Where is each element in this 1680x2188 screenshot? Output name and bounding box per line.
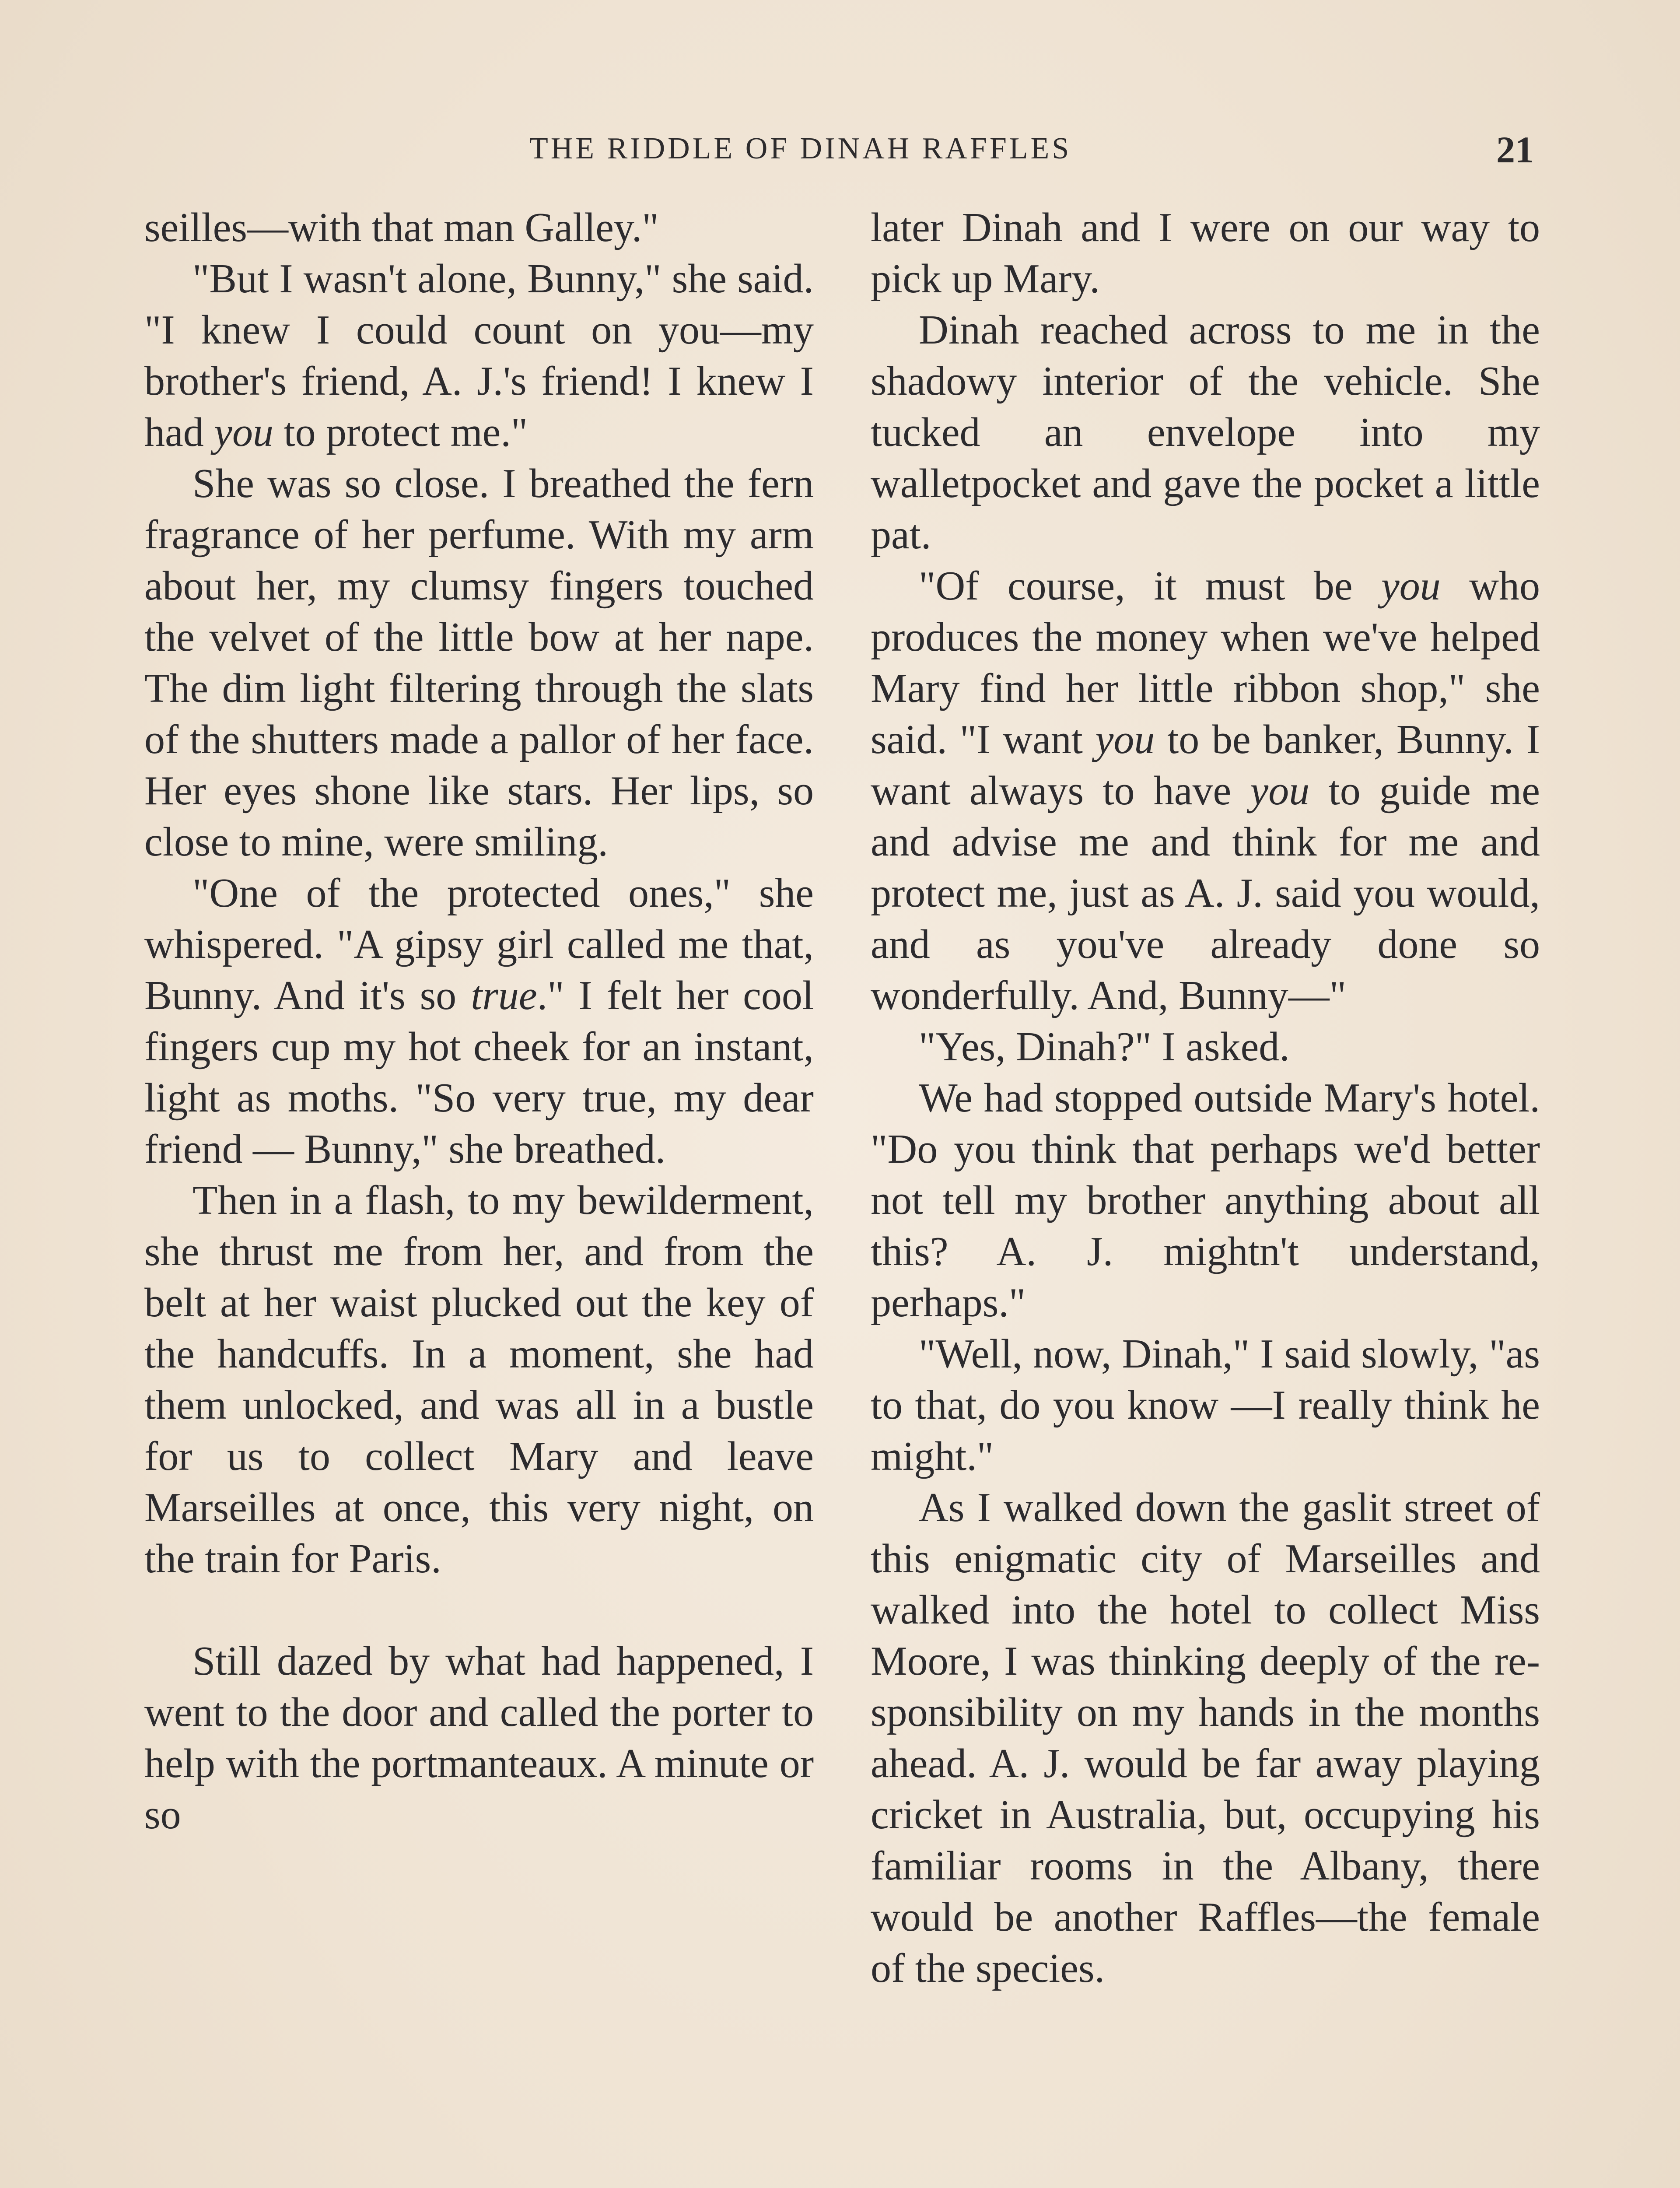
paragraph-p12: "Well, now, Dinah," I said slowly, "as to that, do you know —I really think he might." bbox=[871, 1331, 1540, 1479]
paragraph-p13: As I walked down the gaslit street of this enigmatic city of Marseilles and walked into the hotel to collect Miss Moore, I was thinking deeply of the responsibility on my hands in the months ahead. A. J. would be far away playing cricket in Australia, but, occupying his familiar rooms in the Albany, there would be another Raffles—the female of the species. bbox=[871, 1485, 1540, 1991]
paragraph-p9: "Of course, it must be you who produces the money when we've helped Mary find her little ribbon shop," she said. "I want you to be banker, Bunny. I want always to have you to guide me and advise me and think for me and protect me, just as A. J. said you would, and as you've already done so wonderfully. And, Bunny—" bbox=[871, 563, 1540, 1018]
paragraph-p5: Then in a flash, to my bewilderment, she thrust me from her, and from the belt at her waist plucked out the key of the handcuffs. In a moment, she had them unlocked, and was all in a bustle for us to collect Mary and leave Marseilles at once, this very night, on the train for Paris. bbox=[144, 1178, 814, 1581]
paragraph-p8: Dinah reached across to me in the shadowy interior of the vehicle. She tucked an envelope into my walletpocket and gave the pocket a little pat. bbox=[871, 307, 1540, 558]
paragraph-p6: Still dazed by what had happened, I went to the door and called the porter to help with the portmanteaux. A minute or so bbox=[144, 1638, 814, 1837]
running-title: THE RIDDLE OF DINAH RAFFLES bbox=[529, 132, 1072, 165]
paragraph-p2: "But I wasn't alone, Bunny," she said. "I knew I could count on you—my brother's friend, A. J.'s friend! I knew I had you to protect me." bbox=[144, 256, 814, 455]
paragraph-p4: "One of the protected ones," she whispered. "A gipsy girl called me that, Bunny. And it's so true." I felt her cool fingers cup my hot cheek for an instant, light as moths. "So very true, my dear friend — Bunny," she breathed. bbox=[144, 870, 814, 1172]
paragraph-p1: seilles—with that man Galley." bbox=[144, 205, 659, 250]
paragraph-p7: later Dinah and I were on our way to pick up Mary. bbox=[871, 205, 1540, 302]
page-number: 21 bbox=[1496, 129, 1534, 171]
left-text-column bbox=[144, 202, 814, 1841]
right-text-column bbox=[871, 202, 1540, 1994]
paragraph-p10: "Yes, Dinah?" I asked. bbox=[919, 1024, 1290, 1069]
paragraph-p3: She was so close. I breathed the fern fragrance of her perfume. With my arm about her, my clumsy fingers touched the velvet of the little bow at her nape. The dim light filtering through the slats of the shutters made a pallor of her face. Her eyes shone like stars. Her lips, so close to mine, were smiling. bbox=[144, 461, 814, 865]
paragraph-p11: We had stopped outside Mary's hotel. "Do you think that perhaps we'd better not tell my brother anything about all this? A. J. mightn't understand, perhaps." bbox=[871, 1075, 1540, 1325]
